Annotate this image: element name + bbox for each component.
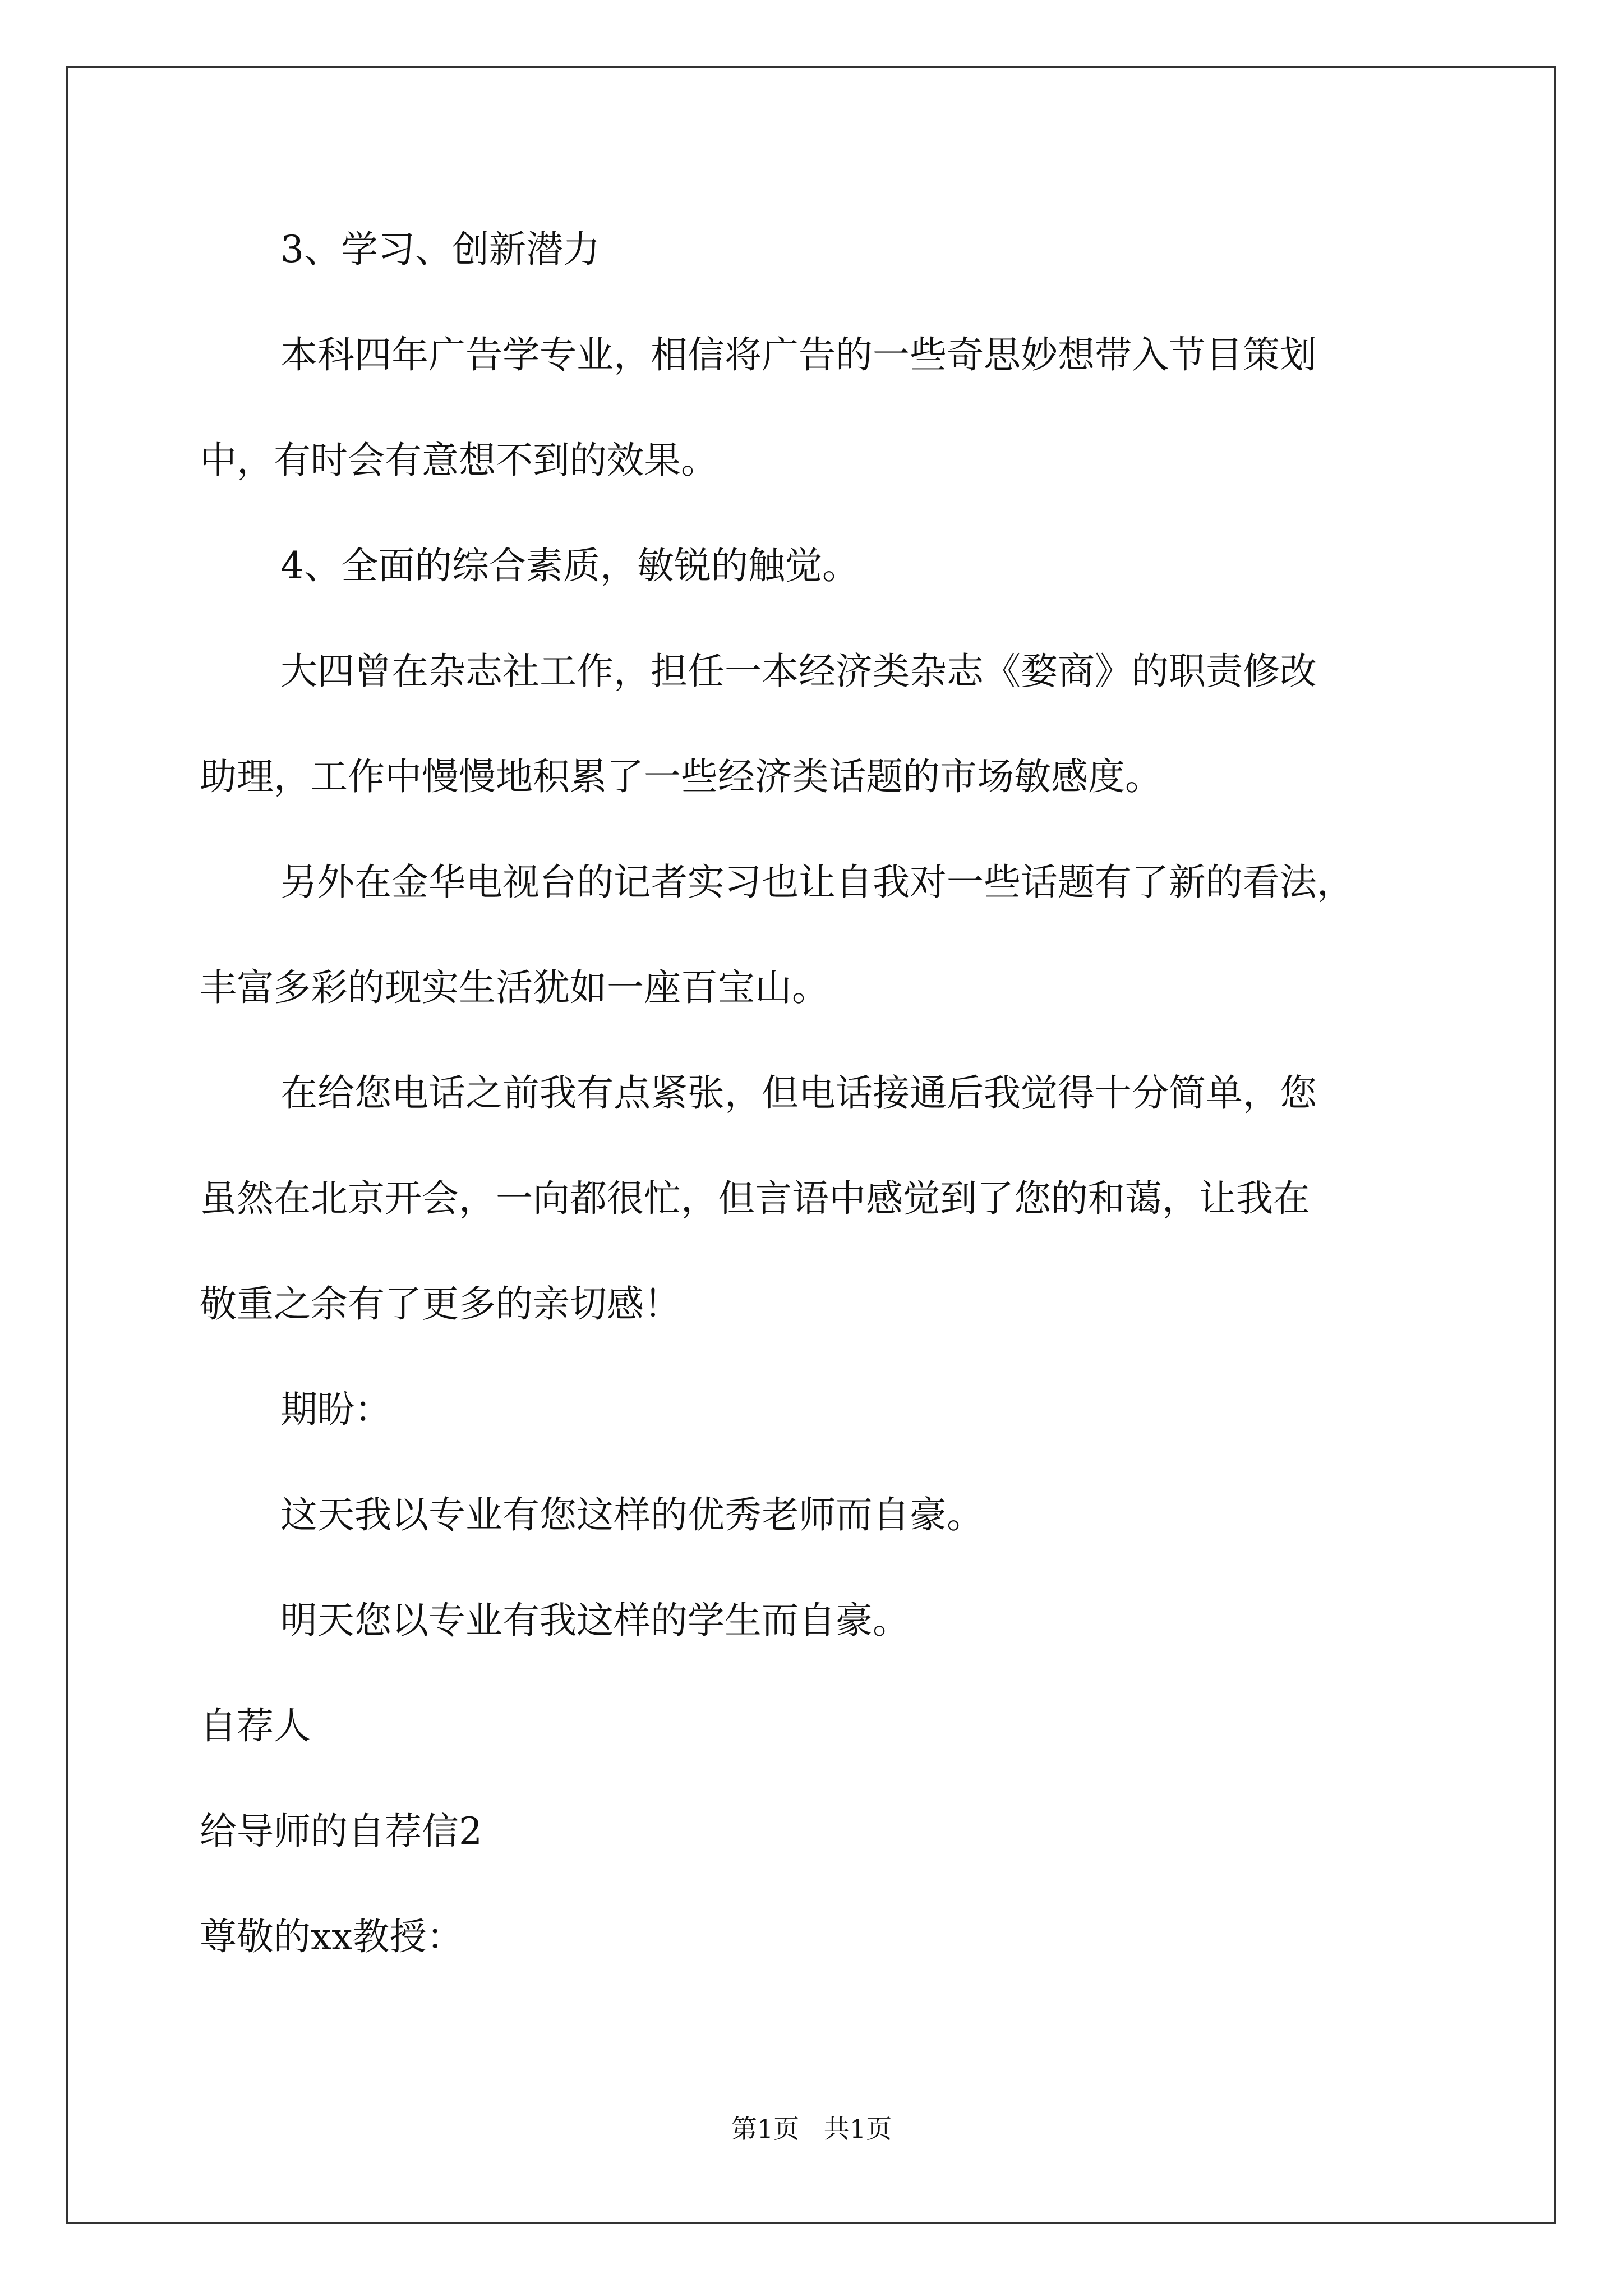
page-number-footer: 第1页 共1页 [731,2114,892,2144]
paragraph-line: 虽然在北京开会，一向都很忙，但言语中感觉到了您的和蔼，让我在 [200,1177,1310,1220]
paragraph-line: 本科四年广告学专业，相信将广告的一些奇思妙想带入节目策划 [280,333,1317,376]
paragraph-line: 这天我以专业有您这样的优秀老师而自豪。 [280,1493,984,1536]
paragraph-line: 大四曾在杂志社工作，担任一本经济类杂志《婺商》的职责修改 [280,650,1317,693]
paragraph-line: 助理，工作中慢慢地积累了一些经济类话题的市场敏感度。 [200,755,1162,798]
page-border [66,66,1556,2224]
paragraph-line: 在给您电话之前我有点紧张，但电话接通后我觉得十分简单，您 [280,1071,1317,1115]
paragraph-line: 期盼： [280,1388,391,1431]
paragraph-line: 明天您以专业有我这样的学生而自豪。 [280,1599,910,1642]
paragraph-line: 丰富多彩的现实生活犹如一座百宝山。 [200,966,829,1009]
section-heading-learning: 3、学习、创新潜力 [280,228,600,271]
letter-title: 给导师的自荐信2 [200,1810,482,1853]
section-heading-quality: 4、全面的综合素质，敏锐的触觉。 [280,544,859,587]
paragraph-line: 中，有时会有意想不到的效果。 [200,439,718,482]
salutation: 尊敬的xx教授： [200,1915,464,1958]
paragraph-line: 敬重之余有了更多的亲切感！ [200,1282,681,1326]
signature-line: 自荐人 [200,1704,311,1747]
paragraph-line: 另外在金华电视台的记者实习也让自我对一些话题有了新的看法， [280,861,1354,904]
